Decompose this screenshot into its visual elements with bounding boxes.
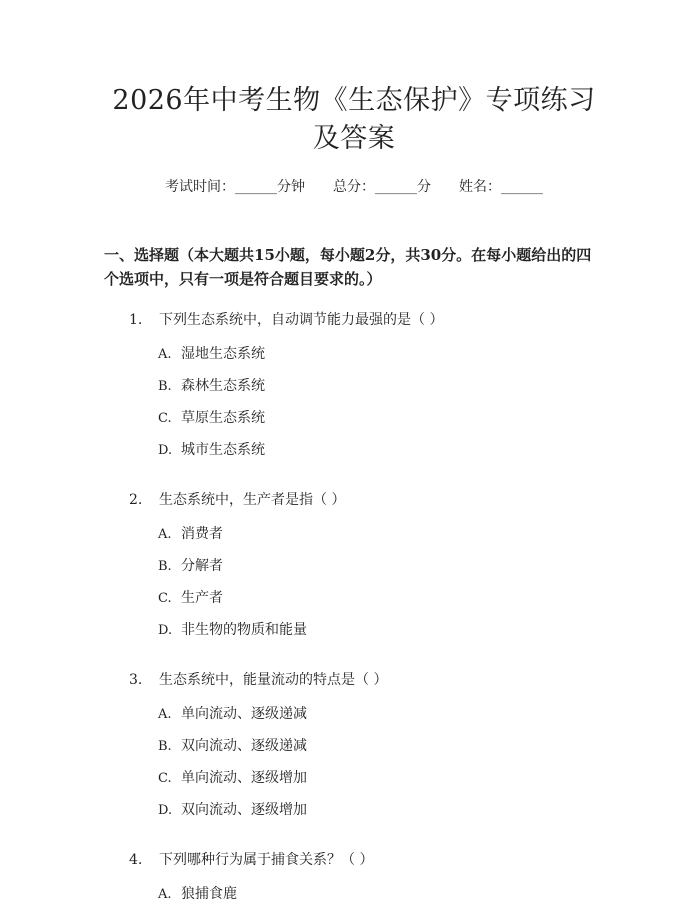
option-text: 分解者 <box>181 558 223 574</box>
question-number: 2. <box>129 492 143 508</box>
total-score-field: 总分：______分 <box>333 179 431 195</box>
question-2 <box>104 489 604 651</box>
question-text: 生态系统中，生产者是指（ ） <box>159 492 346 508</box>
option-text: 单向流动、逐级增加 <box>181 770 307 786</box>
option-letter: A. <box>158 527 172 542</box>
option-text: 生产者 <box>181 590 223 606</box>
option-text: 消费者 <box>181 526 223 542</box>
question-stem <box>129 669 604 693</box>
option-item <box>158 555 604 587</box>
option-list <box>158 703 604 831</box>
option-letter: A. <box>158 707 172 722</box>
option-letter: B. <box>158 379 172 394</box>
option-item <box>158 883 604 915</box>
option-letter: A. <box>158 887 172 902</box>
question-3 <box>104 669 604 831</box>
question-number: 1. <box>129 312 143 328</box>
option-item <box>158 343 604 375</box>
question-number: 4. <box>129 852 143 868</box>
question-text: 下列哪种行为属于捕食关系？（ ） <box>159 852 374 868</box>
question-1 <box>104 309 604 471</box>
option-letter: D. <box>158 623 173 638</box>
option-text: 双向流动、逐级递减 <box>181 738 307 754</box>
question-number: 3. <box>129 672 143 688</box>
option-item <box>158 619 604 651</box>
option-item <box>158 799 604 831</box>
option-list <box>158 343 604 471</box>
option-item <box>158 439 604 471</box>
option-item <box>158 587 604 619</box>
option-letter: C. <box>158 591 172 606</box>
question-stem <box>129 849 604 873</box>
document-title: 2026年中考生物《生态保护》专项练习及答案 <box>112 85 596 154</box>
option-letter: D. <box>158 443 173 458</box>
option-letter: A. <box>158 347 172 362</box>
option-item <box>158 703 604 735</box>
exam-meta <box>104 178 604 196</box>
option-item <box>158 767 604 799</box>
option-text: 非生物的物质和能量 <box>181 622 307 638</box>
option-text: 单向流动、逐级递减 <box>181 706 307 722</box>
question-stem <box>129 309 604 333</box>
option-list <box>158 523 604 651</box>
option-item <box>158 375 604 407</box>
option-letter: D. <box>158 803 173 818</box>
option-text: 森林生态系统 <box>181 378 265 394</box>
student-name-field: 姓名：______ <box>459 179 543 195</box>
option-letter: B. <box>158 559 172 574</box>
option-text: 狼捕食鹿 <box>181 886 237 902</box>
option-list <box>158 883 604 915</box>
option-text: 双向流动、逐级增加 <box>181 802 307 818</box>
option-letter: B. <box>158 739 172 754</box>
question-4 <box>104 849 604 915</box>
option-item <box>158 735 604 767</box>
option-text: 湿地生态系统 <box>181 346 265 362</box>
option-text: 草原生态系统 <box>181 410 265 426</box>
option-letter: C. <box>158 411 172 426</box>
question-stem <box>129 489 604 513</box>
option-text: 城市生态系统 <box>181 442 265 458</box>
option-item <box>158 407 604 439</box>
exam-time-field: 考试时间：______分钟 <box>165 179 305 195</box>
question-text: 下列生态系统中，自动调节能力最强的是（ ） <box>159 312 444 328</box>
option-letter: C. <box>158 771 172 786</box>
question-text: 生态系统中，能量流动的特点是（ ） <box>159 672 388 688</box>
option-item <box>158 523 604 555</box>
section-heading: 一、选择题（本大题共15小题，每小题2分，共30分。在每小题给出的四个选项中，只有一项是符合题目要求的。） <box>104 246 592 288</box>
